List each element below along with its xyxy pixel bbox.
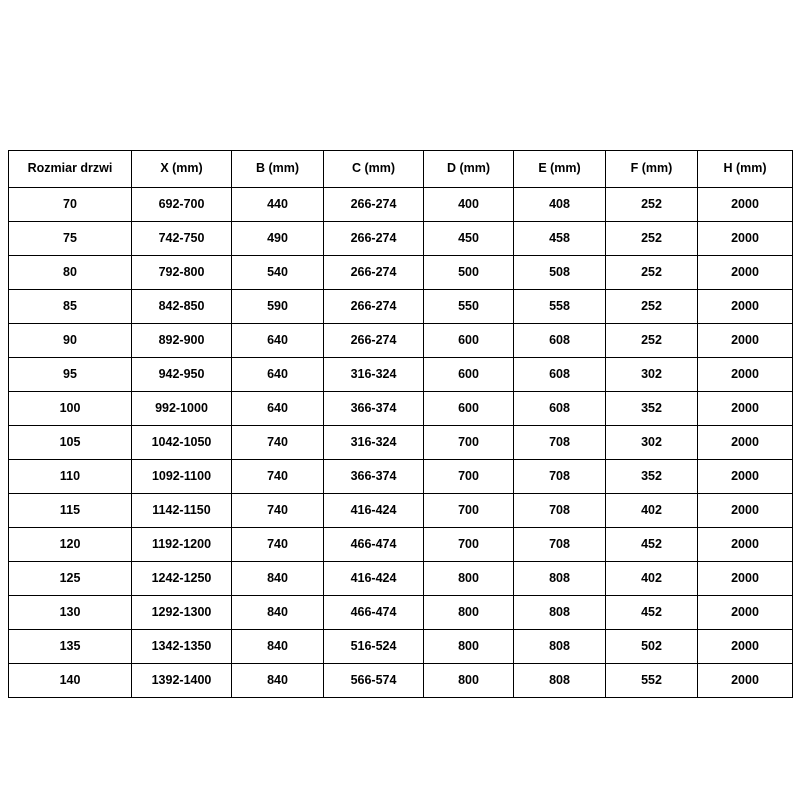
- table-cell: 608: [514, 358, 606, 392]
- table-cell: 992-1000: [132, 392, 232, 426]
- table-cell: 740: [232, 460, 324, 494]
- column-header-e: E (mm): [514, 151, 606, 188]
- table-cell: 700: [424, 528, 514, 562]
- table-row: [9, 256, 793, 290]
- table-row: [9, 222, 793, 256]
- table-cell: 800: [424, 630, 514, 664]
- table-cell: 302: [606, 358, 698, 392]
- table-cell: 708: [514, 494, 606, 528]
- table-cell: 316-324: [324, 426, 424, 460]
- table-cell: 2000: [698, 392, 793, 426]
- table-cell: 140: [9, 664, 132, 698]
- table-cell: 600: [424, 324, 514, 358]
- table-cell: 2000: [698, 630, 793, 664]
- table-row: [9, 358, 793, 392]
- size-table-container: [8, 150, 792, 698]
- table-cell: 266-274: [324, 324, 424, 358]
- table-cell: 708: [514, 528, 606, 562]
- table-cell: 266-274: [324, 290, 424, 324]
- table-cell: 2000: [698, 494, 793, 528]
- table-row: [9, 596, 793, 630]
- table-cell: 80: [9, 256, 132, 290]
- table-cell: 266-274: [324, 256, 424, 290]
- column-header-b: B (mm): [232, 151, 324, 188]
- table-cell: 110: [9, 460, 132, 494]
- table-cell: 100: [9, 392, 132, 426]
- table-cell: 800: [424, 562, 514, 596]
- table-cell: 740: [232, 528, 324, 562]
- table-cell: 800: [424, 664, 514, 698]
- table-cell: 1342-1350: [132, 630, 232, 664]
- table-cell: 2000: [698, 188, 793, 222]
- table-cell: 600: [424, 358, 514, 392]
- table-row: [9, 426, 793, 460]
- table-cell: 792-800: [132, 256, 232, 290]
- table-cell: 252: [606, 222, 698, 256]
- table-cell: 640: [232, 358, 324, 392]
- table-cell: 2000: [698, 426, 793, 460]
- table-cell: 95: [9, 358, 132, 392]
- table-cell: 840: [232, 630, 324, 664]
- column-header-rozmiar-drzwi: Rozmiar drzwi: [9, 151, 132, 188]
- table-cell: 1242-1250: [132, 562, 232, 596]
- table-cell: 1142-1150: [132, 494, 232, 528]
- table-cell: 840: [232, 562, 324, 596]
- table-cell: 266-274: [324, 188, 424, 222]
- table-cell: 302: [606, 426, 698, 460]
- table-cell: 366-374: [324, 460, 424, 494]
- table-cell: 708: [514, 426, 606, 460]
- table-cell: 130: [9, 596, 132, 630]
- table-cell: 416-424: [324, 494, 424, 528]
- column-header-h: H (mm): [698, 151, 793, 188]
- table-cell: 352: [606, 392, 698, 426]
- table-cell: 2000: [698, 256, 793, 290]
- table-cell: 892-900: [132, 324, 232, 358]
- table-cell: 135: [9, 630, 132, 664]
- table-cell: 558: [514, 290, 606, 324]
- table-cell: 2000: [698, 290, 793, 324]
- table-cell: 2000: [698, 596, 793, 630]
- table-row: [9, 562, 793, 596]
- table-cell: 75: [9, 222, 132, 256]
- table-cell: 466-474: [324, 528, 424, 562]
- table-cell: 252: [606, 324, 698, 358]
- table-cell: 252: [606, 290, 698, 324]
- table-cell: 125: [9, 562, 132, 596]
- table-cell: 1392-1400: [132, 664, 232, 698]
- table-cell: 450: [424, 222, 514, 256]
- table-cell: 692-700: [132, 188, 232, 222]
- table-row: [9, 460, 793, 494]
- table-row: [9, 630, 793, 664]
- table-cell: 452: [606, 596, 698, 630]
- table-cell: 366-374: [324, 392, 424, 426]
- table-cell: 808: [514, 562, 606, 596]
- column-header-c: C (mm): [324, 151, 424, 188]
- table-cell: 740: [232, 426, 324, 460]
- table-row: [9, 290, 793, 324]
- table-cell: 742-750: [132, 222, 232, 256]
- table-cell: 252: [606, 256, 698, 290]
- table-cell: 700: [424, 494, 514, 528]
- table-cell: 550: [424, 290, 514, 324]
- table-row: [9, 528, 793, 562]
- table-row: [9, 324, 793, 358]
- table-row: [9, 188, 793, 222]
- table-cell: 352: [606, 460, 698, 494]
- table-cell: 1192-1200: [132, 528, 232, 562]
- table-cell: 842-850: [132, 290, 232, 324]
- column-header-f: F (mm): [606, 151, 698, 188]
- table-cell: 416-424: [324, 562, 424, 596]
- table-cell: 500: [424, 256, 514, 290]
- table-cell: 840: [232, 596, 324, 630]
- table-cell: 700: [424, 426, 514, 460]
- door-size-table: [8, 150, 793, 698]
- table-cell: 640: [232, 392, 324, 426]
- table-cell: 90: [9, 324, 132, 358]
- table-cell: 552: [606, 664, 698, 698]
- table-cell: 490: [232, 222, 324, 256]
- table-cell: 402: [606, 562, 698, 596]
- table-cell: 808: [514, 596, 606, 630]
- table-cell: 808: [514, 664, 606, 698]
- table-row: [9, 664, 793, 698]
- table-cell: 540: [232, 256, 324, 290]
- table-cell: 408: [514, 188, 606, 222]
- table-cell: 466-474: [324, 596, 424, 630]
- column-header-x: X (mm): [132, 151, 232, 188]
- table-cell: 402: [606, 494, 698, 528]
- table-cell: 252: [606, 188, 698, 222]
- table-cell: 316-324: [324, 358, 424, 392]
- table-cell: 502: [606, 630, 698, 664]
- table-cell: 942-950: [132, 358, 232, 392]
- table-header-row: [9, 151, 793, 188]
- table-cell: 105: [9, 426, 132, 460]
- table-row: [9, 494, 793, 528]
- table-cell: 400: [424, 188, 514, 222]
- table-cell: 266-274: [324, 222, 424, 256]
- table-cell: 2000: [698, 528, 793, 562]
- table-cell: 590: [232, 290, 324, 324]
- table-cell: 85: [9, 290, 132, 324]
- table-cell: 1042-1050: [132, 426, 232, 460]
- table-cell: 70: [9, 188, 132, 222]
- table-cell: 440: [232, 188, 324, 222]
- table-cell: 115: [9, 494, 132, 528]
- table-cell: 608: [514, 324, 606, 358]
- table-cell: 608: [514, 392, 606, 426]
- table-row: [9, 392, 793, 426]
- table-cell: 808: [514, 630, 606, 664]
- table-cell: 708: [514, 460, 606, 494]
- table-cell: 840: [232, 664, 324, 698]
- table-cell: 1092-1100: [132, 460, 232, 494]
- table-cell: 1292-1300: [132, 596, 232, 630]
- table-cell: 600: [424, 392, 514, 426]
- table-cell: 566-574: [324, 664, 424, 698]
- table-cell: 458: [514, 222, 606, 256]
- table-cell: 2000: [698, 562, 793, 596]
- column-header-d: D (mm): [424, 151, 514, 188]
- table-cell: 700: [424, 460, 514, 494]
- table-cell: 2000: [698, 664, 793, 698]
- table-cell: 120: [9, 528, 132, 562]
- table-cell: 2000: [698, 358, 793, 392]
- table-cell: 640: [232, 324, 324, 358]
- table-cell: 2000: [698, 324, 793, 358]
- table-cell: 2000: [698, 460, 793, 494]
- table-cell: 740: [232, 494, 324, 528]
- table-cell: 508: [514, 256, 606, 290]
- table-cell: 2000: [698, 222, 793, 256]
- table-cell: 516-524: [324, 630, 424, 664]
- table-cell: 452: [606, 528, 698, 562]
- table-cell: 800: [424, 596, 514, 630]
